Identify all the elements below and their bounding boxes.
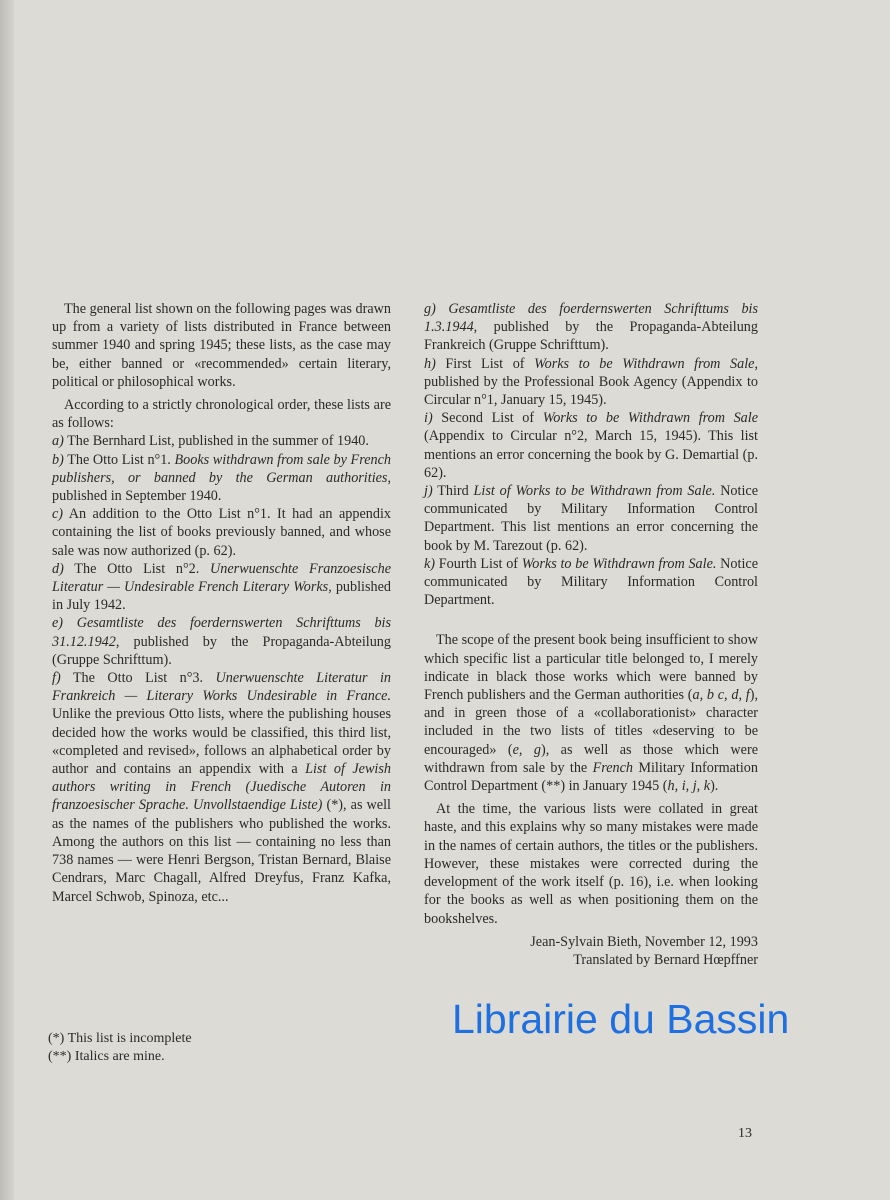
item-h-mark: h) <box>424 355 436 372</box>
item-k-text-end: Notice communicated by Military Information Control Department. <box>424 555 758 609</box>
signature-translator: Translated by Bernard Hœpffner <box>573 951 758 968</box>
item-g-mark: g) <box>424 301 436 317</box>
footnote-2: (**) Italics are mine. <box>48 1049 165 1064</box>
item-i-mark: i) <box>424 410 433 427</box>
item-d-text: The Otto List n°2. <box>63 560 211 577</box>
item-a-mark: a) <box>52 433 64 450</box>
scope-letters-1: a, b c, d, f <box>692 687 750 704</box>
page-number: 13 <box>738 1126 752 1141</box>
item-f-appendix-title: List of Jewish authors writing in French (Juedische Autoren in franzoesischer Sprache. Unvollstaendige Liste) <box>52 761 391 814</box>
closing-paragraph: At the time, the various lists were collated in great haste, and this explains why so many mistakes were made in the names of certain authors, the titles or the publishers. However, these mistakes were corrected during the development of the work itself (p. 16), i.e. when looking for the books as well as when positioning them on the bookshelves. <box>424 801 758 927</box>
list-item-f <box>52 669 391 906</box>
footnotes <box>48 1030 192 1066</box>
item-b-title: Books withdrawn from sale by French publishers, or banned by the German authorities <box>52 451 391 486</box>
item-d-mark: d) <box>52 560 64 577</box>
item-h-text: First List of <box>435 355 535 372</box>
item-f-text-end: (*), as well as the names of the publishers who published the works. Among the authors on this list — containing no less than 738 names — were Henri Bergson, Tristan Bernard, Blaise Cendrars, Marc Chagall, Alfred Dreyfus, Franz Kafka, Marcel Schwob, Spinoza, etc... <box>52 797 391 905</box>
scope-french: French <box>592 759 634 776</box>
scope-letters-3: h, i, j, k <box>667 778 711 795</box>
item-k-text: Fourth List of <box>435 555 522 572</box>
item-i-text: Second List of <box>432 410 543 427</box>
order-intro-paragraph: According to a strictly chronological order, these lists are as follows: <box>52 397 391 432</box>
footnote-1: (*) This list is incomplete <box>48 1031 192 1046</box>
item-j-mark: j) <box>424 483 433 500</box>
scope-text-1: The scope of the present book being insufficient to show which specific list a particular title belonged to, I merely indicate in black those works which were banned by French publishers and the German authorities ( <box>424 632 758 704</box>
left-column <box>52 300 391 906</box>
item-j-text: Third <box>432 483 474 500</box>
signature-author: Jean-Sylvain Bieth, November 12, 1993 <box>530 933 758 950</box>
item-a-text: The Bernhard List, published in the summer of 1940. <box>63 433 369 450</box>
item-d-title: Unerwuenschte Franzoesische Literatur — Undesirable French Literary Works <box>52 560 391 596</box>
scope-letters-2: e, g <box>512 741 541 758</box>
item-j-text-end: Notice communicated by Military Information Control Department. This list mentions an error concerning the book by M. Tarezout (p. 62). <box>424 483 759 554</box>
list-item-h <box>424 355 758 410</box>
item-k-title: Works to be Withdrawn from Sale. <box>521 555 717 572</box>
item-f-title: Unerwuenschte Literatur in Frankreich — Literary Works Undesirable in France. <box>52 670 391 705</box>
scope-text-4: Military Information Control Department (**) in January 1945 ( <box>424 759 758 795</box>
intro-paragraph: The general list shown on the following pages was drawn up from a variety of lists distributed in France between summer 1940 and spring 1945; these lists, as the case may be, either banned or «recommended» certain literary, political or philosophical works. <box>52 301 391 390</box>
item-b-text-end: , published in September 1940. <box>52 469 391 505</box>
page-binding-edge <box>0 0 14 1200</box>
item-j-title: List of Works to be Withdrawn from Sale. <box>473 483 716 500</box>
watermark-text: Librairie du Bassin <box>452 996 790 1042</box>
item-e-title: Gesamtliste des foerdernswerten Schrifttums bis 31.12.1942 <box>52 615 391 650</box>
list-item-a <box>52 432 391 450</box>
scope-text-2: ), and in green those of a «collaborationist» character included in the two lists of titles «deserving to be encouraged» ( <box>424 687 758 758</box>
item-i-title: Works to be Withdrawn from Sale <box>542 410 759 427</box>
item-d-text-end: , published in July 1942. <box>52 579 391 614</box>
list-item-d <box>52 560 391 615</box>
item-f-text-middle: Unlike the previous Otto lists, where the publishing houses decided how the works would be classified, this third list, «completed and revised», follows an alphabetical order by author and contains an appendix with a <box>52 706 391 778</box>
list-item-k <box>424 555 758 610</box>
item-c-text: An addition to the Otto List n°1. It had an appendix containing the list of books previously banned, and whose sale was now authorized (p. 62). <box>52 506 391 559</box>
item-h-title: Works to be Withdrawn from Sale <box>534 355 755 372</box>
scope-paragraph <box>424 631 758 795</box>
item-b-mark: b) <box>52 451 64 468</box>
list-item-j <box>424 482 758 555</box>
item-c-mark: c) <box>52 506 64 523</box>
right-column <box>424 300 758 969</box>
item-e-mark: e) <box>52 615 64 632</box>
list-item-e <box>52 614 391 669</box>
list-item-c <box>52 505 391 560</box>
list-item-g <box>424 300 758 355</box>
list-item-b <box>52 451 391 506</box>
item-f-text: The Otto List n°3. <box>60 670 216 687</box>
item-i-text-end: (Appendix to Circular n°2, March 15, 1945). This list mentions an error concerning the book by G. Demartial (p. 62). <box>424 428 758 481</box>
item-h-text-end: , published by the Professional Book Agency (Appendix to Circular n°1, January 15, 1945). <box>424 355 758 409</box>
item-g-title: Gesamtliste des foerdernswerten Schrifttums bis 1.3.1944 <box>424 301 758 336</box>
item-k-mark: k) <box>424 555 436 572</box>
item-b-text: The Otto List n°1. <box>63 451 175 468</box>
scope-text-5: ). <box>710 778 719 795</box>
list-item-i <box>424 409 758 482</box>
item-g-text: , published by the Propaganda-Abteilung Frankreich (Gruppe Schrifttum). <box>424 319 758 354</box>
item-e-text: , published by the Propaganda-Abteilung (Gruppe Schrifttum). <box>52 633 391 668</box>
scope-text-3: ), as well as those which were withdrawn from sale by the <box>424 741 758 776</box>
item-f-mark: f) <box>52 670 61 687</box>
